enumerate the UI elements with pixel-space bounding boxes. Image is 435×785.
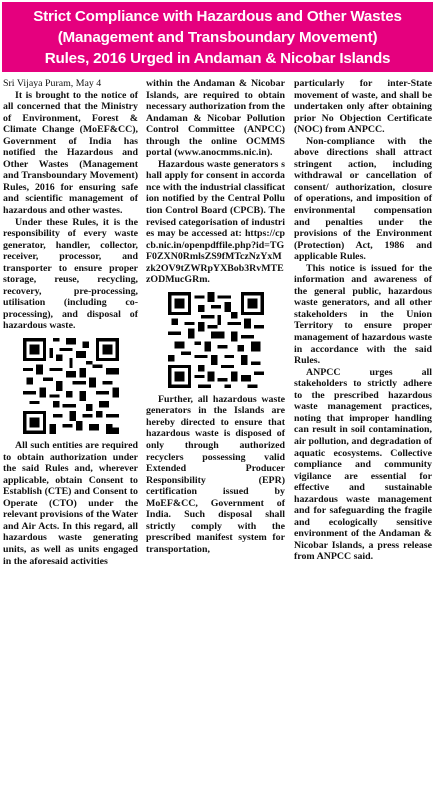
col1-paragraph-1: It is brought to the notice of all concerned that the Ministry of Environment, Forest & Climate Change (MoEF&CC), Government of India has notified the Hazardous and Other Wastes (Management and Transboundary Movement) Rules, 2016 for ensuring safe and scientific management of hazardous and other wastes.	[3, 89, 138, 217]
column-2	[146, 78, 285, 556]
col1-paragraph-2: Under these Rules, it is the responsibility of every waste generator, handler, collector, receiver, processor, and transporter to ensure proper storage, reuse, recycling, recovery, pre-processing, utilisation (including co-processing), and disposal of hazardous waste.	[3, 216, 138, 332]
column-1	[3, 78, 138, 567]
headline-line-3: Rules, 2016 Urged in Andaman & Nicobar Islands	[44, 49, 391, 67]
col3-paragraph-4: ANPCC urges all stakeholders to strictly adhere to the prescribed hazardous waste management practices, noting that improper handling can result in soil contamination, air pollution, and degradation of aquatic ecosystems. Collective compliance and community vigilance are essential for effective and sustainable hazardous waste management and for safeguarding the fragile and ecologically sensitive environment of the Andaman & Nicobar Islands, a press release from ANPCC said.	[294, 366, 432, 563]
col2-paragraph-2: Hazardous waste generators shall apply for consent in accordance with the industrial classification notified by the Central Pollution Control Board (CPCB). The revised categorisation of industries may be accessed at: https://cpcb.nic.in/openpdffile.php?id=TGF0ZXN0RmlsZS9fMTczNzYxMzk2OV9tZWRpYXBob3RvMTEzODMucGRm.	[146, 158, 285, 286]
headline-banner	[2, 2, 433, 72]
qr-code-icon	[23, 338, 119, 434]
col2-paragraph-3: Further, all hazardous waste generators in the Islands are hereby directed to ensure that hazardous waste is disposed of only through authorized recyclers possessing valid Extended Producer Responsibility (EPR) certification issued by MoEF&CC, Government of India. Such disposal shall strictly comply with the prescribed manifest system for transportation,	[146, 393, 285, 555]
col1-paragraph-3: All such entities are required to obtain authorization under the said Rules and, wherever applicable, obtain Consent to Establish (CTE) and Consent to Operate (CTO) under the relevant provisions of the Water and Air Acts. In this regard, all hazardous waste generating units, as well as units engaged in the aforesaid activities	[3, 440, 138, 567]
col2-paragraph-1: within the Andaman & Nicobar Islands, are required to obtain necessary authorization from the Andaman & Nicobar Pollution Control Committee (ANPCC) through the online OCMMS portal (www.anocmms.nic.in).	[146, 78, 285, 159]
qr-code-icon	[168, 292, 264, 388]
col3-paragraph-1: particularly for inter-State movement of waste, and shall be undertaken only after obtaining prior No Objection Certificate (NOC) from ANPCC.	[294, 78, 432, 136]
headline-line-2: (Management and Transboundary Movement)	[57, 28, 378, 46]
col3-paragraph-2: Non-compliance with the above directions shall attract stringent action, including withdrawal or cancellation of consent/ authorization, closure of operations, and imposition of environmental compensation and penalties under the provisions of the Environment (Protection) Act, 1986 and applicable Rules.	[294, 135, 432, 263]
column-3	[294, 78, 432, 563]
dateline: Sri Vijaya Puram, May 4	[3, 78, 102, 89]
col3-paragraph-3: This notice is issued for the information and awareness of the general public, hazardous waste generators, and all other stakeholders in the Union Territory to ensure proper management of hazardous waste in accordance with the said Rules.	[294, 262, 432, 367]
headline-line-1: Strict Compliance with Hazardous and Other Wastes	[33, 7, 402, 25]
